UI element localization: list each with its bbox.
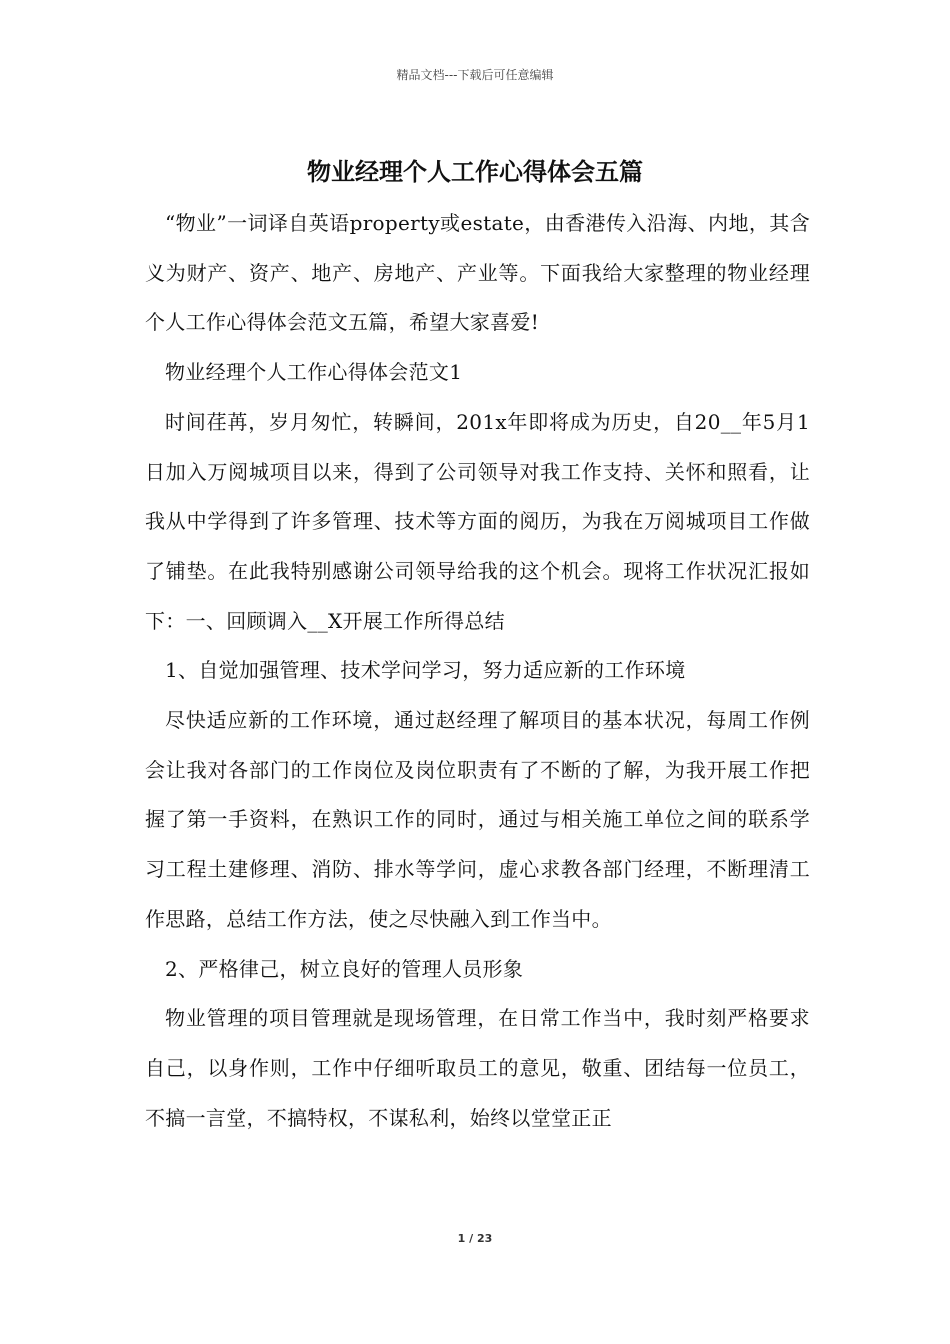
body-paragraph: 时间荏苒，岁月匆忙，转瞬间，201x年即将成为历史，自20__年5月1日加入万阅城项目以来，得到了公司领导对我工作支持、关怀和照看，让我从中学得到了许多管理、技术等方面的阅历，为我在万阅城项目工作做了铺垫。在此我特别感谢公司领导给我的这个机会。现将工作状况汇报如下：一、回顾调入__X开展工作所得总结	[145, 409, 810, 633]
page-number: 1 / 23	[457, 1232, 493, 1245]
document-title: 物业经理个人工作心得体会五篇	[307, 158, 643, 186]
subsection-heading: 2、严格律己，树立良好的管理人员形象	[165, 956, 524, 981]
body-paragraph: 尽快适应新的工作环境，通过赵经理了解项目的基本状况，每周工作例会让我对各部门的工作岗位及岗位职责有了不断的了解，为我开展工作把握了第一手资料，在熟识工作的同时，通过与相关施工单位之间的联系学习工程土建修理、消防、排水等学问，虚心求教各部门经理，不断理清工作思路，总结工作方法，使之尽快融入到工作当中。	[145, 708, 810, 931]
document-body	[145, 199, 810, 1143]
body-paragraph: 物业管理的项目管理就是现场管理，在日常工作当中，我时刻严格要求自己，以身作则，工作中仔细听取员工的意见，敬重、团结每一位员工，不搞一言堂，不搞特权，不谋私利，始终以堂堂正正	[145, 1006, 810, 1130]
page-header: 精品文档---下载后可任意编辑	[396, 68, 554, 82]
subsection-heading: 1、自觉加强管理、技术学问学习，努力适应新的工作环境	[165, 658, 686, 683]
section-heading: 物业经理个人工作心得体会范文1	[165, 360, 463, 385]
intro-paragraph: “物业”一词译自英语property或estate，由香港传入沿海、内地，其含义为财产、资产、地产、房地产、产业等。下面我给大家整理的物业经理个人工作心得体会范文五篇，希望大家喜爱!	[145, 211, 810, 335]
